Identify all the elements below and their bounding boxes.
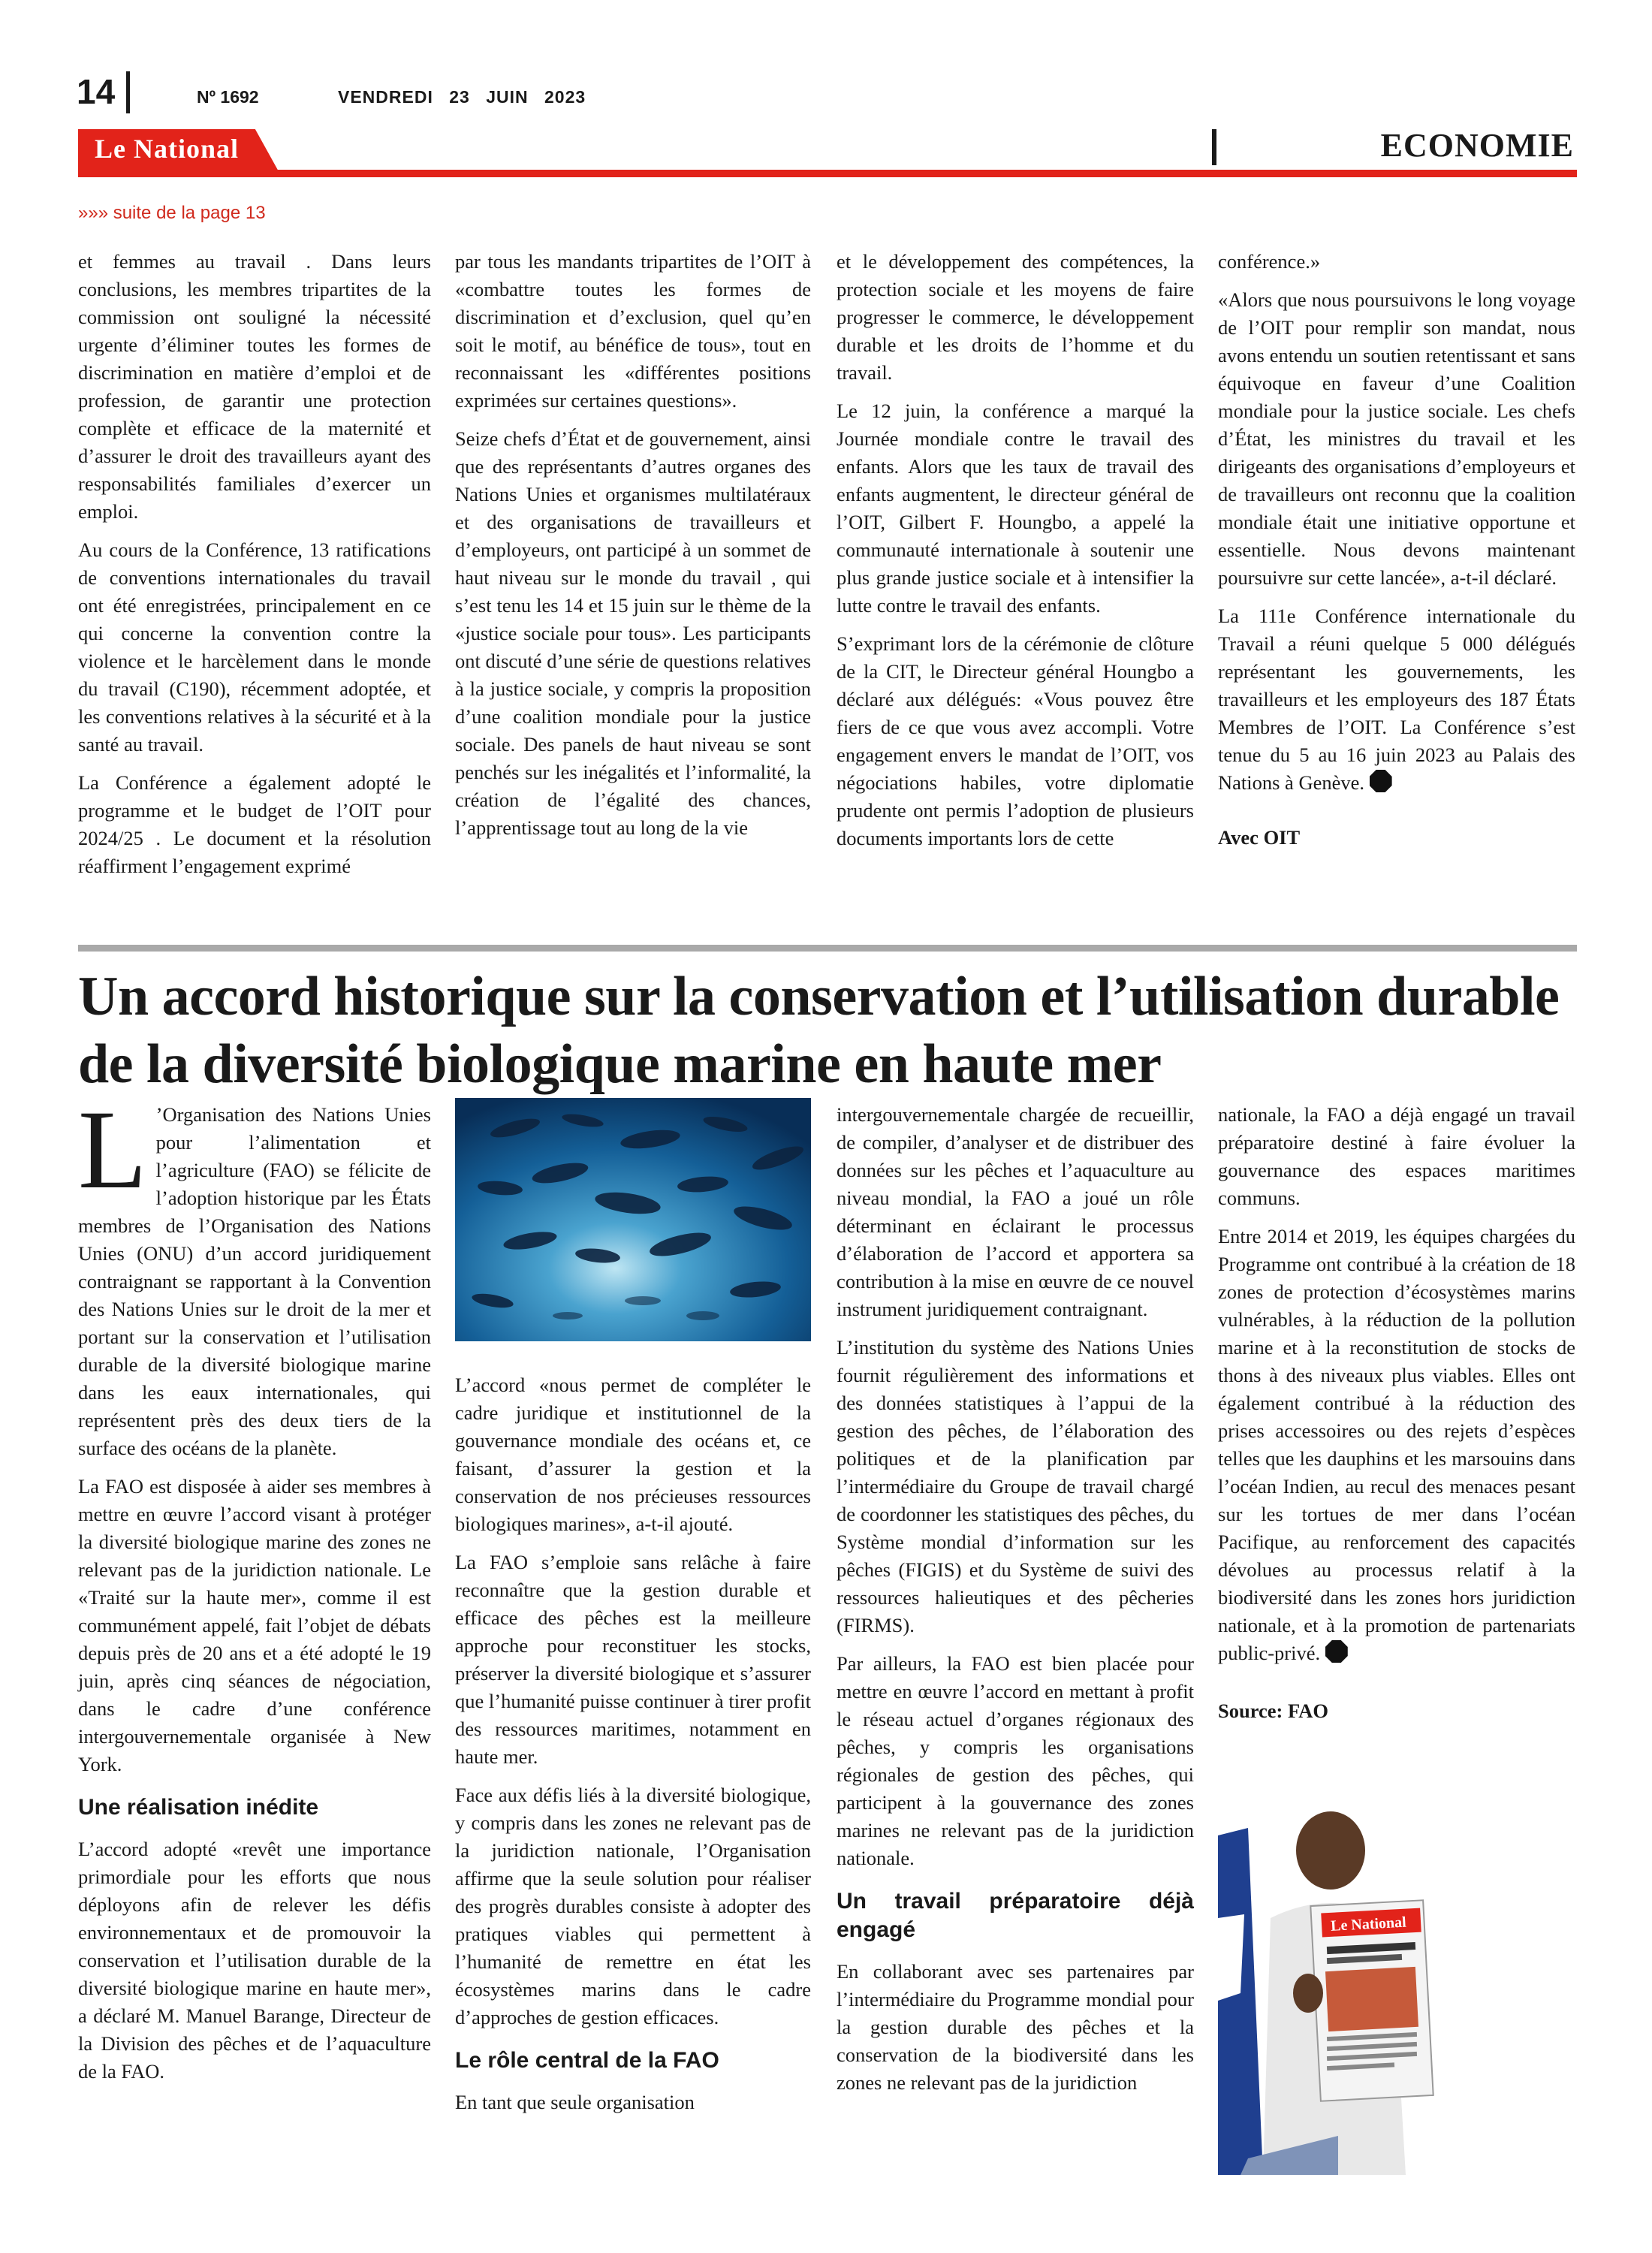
paragraph: S’exprimant lors de la cérémonie de clôture de la CIT, le Directeur général Houngbo a déclaré aux délégués: «Vous pouvez être fiers de ce que vous avez accompli. Votre engagement envers le mandat de l’OIT, vos négociations habiles, votre diplomatie prudente ont permis l’adoption de plusieurs documents importants lors de cette xyxy=(837,632,1194,849)
paragraph: et femmes au travail . Dans leurs conclusions, les membres tripartites de la commission ont souligné la nécessité urgente d’éliminer toutes les formes de discrimination en matière d’emploi et de profession, de garantir une protection complète et efficace de la maternité et d’assurer le droit des travailleurs ayant des responsabilités familiales d’exercer un emploi. xyxy=(78,250,431,523)
article-separator xyxy=(78,945,1577,952)
article1-column-2 xyxy=(455,248,811,852)
drop-cap: L xyxy=(78,1087,147,1212)
paragraph: par tous les mandants tripartites de l’OIT à «combattre toutes les formes de discrimination et d’exclusion, quel qu’en soit le motif, au bénéfice de tous», tout en reconnaissant les «différentes positions exprimées sur certaines questions». xyxy=(455,250,811,412)
paragraph-text: ’Organisation des Nations Unies pour l’alimentation et l’agriculture (FAO) se félicite de l’adoption historique par les États membres de l’Organisation des Nations Unies (ONU) d’un accord juridiquement contraignant se rapportant à la Convention des Nations Unies sur le droit de la mer et portant sur la conservation et l’utilisation durable de la diversité biologique marine dans les eaux internationales, qui représentent près des deux tiers de la surface des océans de la planète. xyxy=(78,1103,431,1459)
paragraph: L’institution du système des Nations Unies fournit régulièrement des informations et des données statistiques à l’appui de la gestion des pêches, de l’élaboration des politiques et de la planification par l’intermédiaire du Groupe de travail chargé de coordonner les statistiques des pêches, du Système mondial d’information sur les pêches (FIGIS) et du Système de suivi des ressources halieutiques et des pêcheries (FIRMS). xyxy=(837,1336,1194,1636)
paragraph: La FAO s’emploie sans relâche à faire reconnaître que la gestion durable et efficace des pêches est la meilleure approche pour reconstituer les stocks, préserver la diversité biologique et s’assurer que l’humanité puisse continuer à tirer profit des ressources maritimes, notamment en haute mer. xyxy=(455,1551,811,1768)
header-red-rule xyxy=(78,170,1577,177)
paragraph: Seize chefs d’État et de gouvernement, ainsi que des représentants d’autres organes des Nations Unies et organismes multilatéraux et des organisations de travailleurs et d’employeurs, ont participé à un sommet de haut niveau sur le monde du travail , qui s’est tenu les 14 et 15 juin sur le thème de la «justice sociale pour tous». Les participants ont discuté d’une série de questions relatives à la justice sociale, y compris la proposition d’une coalition mondiale pour la justice sociale. Des panels de haut niveau se sont penchés sur les inégalités et l’informalité, la création de l’égalité des chances, l’apprentissage tout au long de la vie xyxy=(455,427,811,839)
paragraph: intergouvernementale chargée de recueillir, de compiler, d’analyser et de distribuer des données sur les pêches et l’aquaculture au niveau mondial, la FAO a joué un rôle déterminant en éclairant le processus d’élaboration de l’accord et apportera sa contribution à la mise en œuvre de ce nouvel instrument juridiquement contraignant. xyxy=(837,1103,1194,1320)
paragraph: L’accord adopté «revêt une importance primordiale pour les efforts que nous déployons afin de relever les défis environnementaux et de promouvoir la conservation et l’utilisation durable de la diversité biologique marine en haute mer», a déclaré M. Manuel Barange, Directeur de la Division des pêches et de l’aquaculture de la FAO. xyxy=(78,1838,431,2083)
article1-column-4 xyxy=(1218,248,1575,862)
paragraph xyxy=(1218,602,1575,797)
promo-logo: Le National xyxy=(1330,1914,1407,1935)
tuna-school-photo xyxy=(455,1098,811,1341)
lead-paragraph xyxy=(78,1087,431,1462)
paragraph-text: La 111e Conférence internationale du Travail a réuni quelque 5 000 délégués représentant les gouvernements, les travailleurs et les employeurs des 187 États Membres de l’OIT. La Conférence s’est tenue du 5 au 16 juin 2023 au Palais des Nations à Genève. xyxy=(1218,605,1575,794)
paragraph: Le 12 juin, la conférence a marqué la Journée mondiale contre le travail des enfants. Alors que les taux de travail des enfants augmentent, le directeur général de l’OIT, Gilbert F. Houngbo, a appelé la communauté internationale à soutenir une plus grande justice sociale et à intensifier la lutte contre le travail des enfants. xyxy=(837,400,1194,617)
end-mark-icon xyxy=(1325,1640,1348,1663)
article2-column-1 xyxy=(78,1087,431,2096)
paragraph: Face aux défis liés à la diversité biologique, y compris dans les zones ne relevant pas de la juridiction nationale, l’Organisation affirme que la seule solution pour réaliser des progrès durables consiste à adopter des pratiques viables qui permettent à l’humanité de remettre en état les écosystèmes marins dans le cadre d’approches de gestion efficaces. xyxy=(455,1784,811,2028)
article1-column-1 xyxy=(78,248,431,891)
section-divider xyxy=(1212,129,1216,165)
continued-from-label: »»» suite de la page 13 xyxy=(78,203,266,223)
paragraph: nationale, la FAO a déjà engagé un travail préparatoire destiné à faire évoluer la gouvernance des espaces maritimes communs. xyxy=(1218,1103,1575,1209)
paragraph: conférence.» xyxy=(1218,250,1321,273)
paragraph: En tant que seule organisation xyxy=(455,2091,695,2113)
paragraph: La Conférence a également adopté le programme et le budget de l’OIT pour 2024/25 . Le document et la résolution réaffirment l’engagement exprimé xyxy=(78,771,431,877)
article-headline: Un accord historique sur la conservation et l’utilisation durable de la diversité biologique marine en haute mer xyxy=(78,966,1560,1095)
paragraph-text: Entre 2014 et 2019, les équipes chargées du Programme ont contribué à la création de 18 zones de protection d’écosystèmes marins vulnérables, à la réduction de la pollution marine et à la reconstitution de stocks de thons à des niveaux plus viables. Elles ont également contribué à la réduction des prises accessoires ou des rejets d’espèces telles que les dauphins et les marsouins dans l’océan Indien, au recul des menaces pesant sur les tortues de mer dans l’océan Pacifique, au renforcement des capacités dévolues au processus relatif à la biodiversité dans les zones hors juridiction nationale, et à la promotion de partenariats public-privé. xyxy=(1218,1225,1575,1664)
reader-with-newspaper-illustration xyxy=(1218,1805,1434,2175)
end-mark-icon xyxy=(1370,770,1392,792)
issue-number: Nº 1692 xyxy=(197,87,259,107)
article-source: Source: FAO xyxy=(1218,1700,1328,1722)
subheading: Le rôle central de la FAO xyxy=(455,2048,719,2073)
paragraph: «Alors que nous poursuivons le long voyage de l’OIT pour remplir son mandat, nous avons entendu un soutien retentissant et sans équivoque en faveur d’une Coalition mondiale pour la justice sociale. Les chefs d’État, les ministres du travail et les dirigeants des organisations d’employeurs et de travailleurs ont reconnu que la coalition mondiale était une initiative opportune et essentielle. Nous devons maintenant poursuivre sur cette lancée», a-t-il déclaré. xyxy=(1218,288,1575,589)
article2-column-2 xyxy=(455,1371,811,2127)
subheading: Un travail préparatoire déjà engagé xyxy=(837,1889,1194,1942)
page-number-divider xyxy=(126,71,130,113)
newspaper-promo-image xyxy=(1218,1805,1434,2175)
paragraph: et le développement des compétences, la protection sociale et les moyens de faire progresser le commerce, le développement durable et les droits de l’homme et du travail. xyxy=(837,250,1194,384)
article-signature: Avec OIT xyxy=(1218,826,1301,849)
page-number: 14 xyxy=(77,72,116,111)
article1-column-3 xyxy=(837,248,1194,863)
paragraph: La FAO est disposée à aider ses membres à mettre en œuvre l’accord visant à protéger la diversité biologique marine des zones ne relevant pas de la juridiction nationale. Le «Traité sur la haute mer», comme il est communément appelé, fait l’objet de débats depuis près de 20 ans et a été adopté le 19 juin, après cinq séances de négociation, dans le cadre d’une conférence intergouvernementale organisée à New York. xyxy=(78,1475,431,1775)
paragraph: Par ailleurs, la FAO est bien placée pour mettre en œuvre l’accord en mettant à profit le réseau actuel d’organes régionaux des pêches, y compris les organisations régionales de gestion des pêches, qui participent à la gouvernance des zones marines ne relevant pas de la juridiction nationale. xyxy=(837,1652,1194,1869)
paragraph: En collaborant avec ses partenaires par l’intermédiaire du Programme mondial pour la gestion durable des pêches et la conservation de la biodiversité dans les zones ne relevant pas de la juridiction xyxy=(837,1960,1194,2094)
paragraph: Au cours de la Conférence, 13 ratifications de conventions internationales du travail ont été enregistrées, principalement en ce qui concerne la convention contre la violence et le harcèlement dans le monde du travail (C190), récemment adoptée, et les conventions relatives à la sécurité et à la santé au travail. xyxy=(78,538,431,756)
subheading: Une réalisation inédite xyxy=(78,1795,319,1820)
article2-column-3 xyxy=(837,1101,1194,2107)
section-title: ECONOMIE xyxy=(1380,127,1574,164)
fish-illustration xyxy=(455,1098,811,1341)
issue-date: VENDREDI 23 JUIN 2023 xyxy=(338,87,586,107)
newspaper-logo: Le National xyxy=(95,134,240,164)
article2-column-4 xyxy=(1218,1101,1575,1736)
paragraph xyxy=(1218,1223,1575,1667)
paragraph: L’accord «nous permet de compléter le cadre juridique et institutionnel de la gouvernance mondiale des océans et, ce faisant, d’assurer la gestion et la conservation de nos précieuses ressources biologiques marines», a-t-il ajouté. xyxy=(455,1374,811,1535)
